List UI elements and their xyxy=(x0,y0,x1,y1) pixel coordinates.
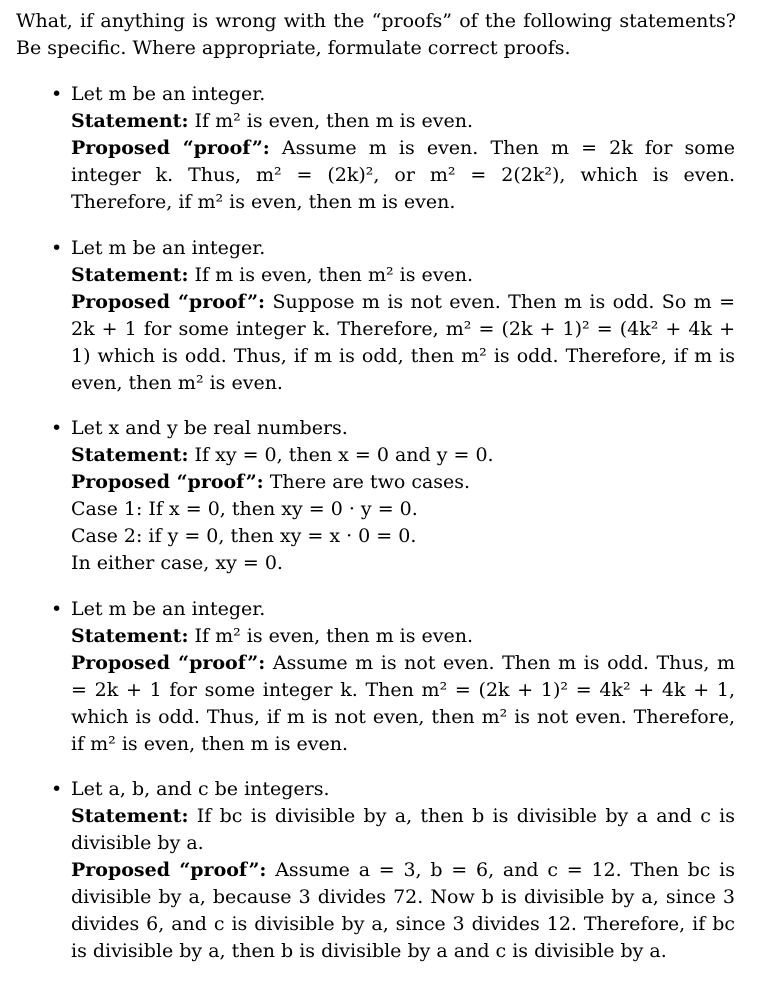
bullet-icon: • xyxy=(51,83,63,105)
statement-label: Statement: xyxy=(71,805,189,827)
proof-line xyxy=(71,857,735,965)
premise: Let m be an integer. xyxy=(71,598,266,620)
proof-label: Proposed “proof”: xyxy=(71,471,264,493)
exercise-item xyxy=(51,596,736,758)
statement-text: If bc is divisible by a, then b is divisible by a and c is divisible by a. xyxy=(71,805,735,854)
case-line: Case 2: if y = 0, then xy = x · 0 = 0. xyxy=(71,525,417,547)
exercise-item xyxy=(51,81,735,216)
statement-line xyxy=(71,108,735,135)
exercise-item xyxy=(51,235,736,397)
bullet-icon: • xyxy=(51,237,63,259)
proof-line xyxy=(71,289,735,397)
proof-label: Proposed “proof”: xyxy=(71,291,266,313)
proof-text: Assume m is even. Then m = 2k for some integer k. Thus, m² = (2k)², or m² = 2(2k²), which is even. Therefore, if m² is even, then m is even. xyxy=(71,137,735,213)
statement-line xyxy=(71,442,735,469)
case-line: In either case, xy = 0. xyxy=(71,552,283,574)
statement-text: If m² is even, then m is even. xyxy=(194,110,473,132)
proof-line xyxy=(71,135,735,216)
statement-label: Statement: xyxy=(71,264,189,286)
exercise-item xyxy=(51,776,735,965)
statement-line xyxy=(71,623,735,650)
proof-text: Assume m is not even. Then m is odd. Thus, m = 2k + 1 for some integer k. Then m² = (2k + 1)² = 4k² + 4k + 1, which is odd. Thus, if m is not even, then m² is not even. Therefore, if m² is even, then m is even. xyxy=(71,652,736,755)
proof-line xyxy=(71,650,735,758)
statement-text: If xy = 0, then x = 0 and y = 0. xyxy=(194,444,494,466)
exercise-item xyxy=(51,415,735,577)
proof-line xyxy=(71,469,735,496)
proof-text: Assume a = 3, b = 6, and c = 12. Then bc is divisible by a, because 3 divides 72. Now b is divisible by a, since 3 divides 6, and c is divisible by a, since 3 divides 12. Therefore, if bc is divisible by a, then b is divisible by a and c is divisible by a. xyxy=(71,859,735,962)
statement-line xyxy=(71,803,735,857)
proof-text: Suppose m is not even. Then m is odd. So m = 2k + 1 for some integer k. Therefore, m² = (2k + 1)² = (4k² + 4k + 1) which is odd. Thus, if m is odd, then m² is odd. Therefore, if m is even, then m² is even. xyxy=(71,291,736,394)
bullet-icon: • xyxy=(51,778,63,800)
statement-label: Statement: xyxy=(71,444,189,466)
proof-label: Proposed “proof”: xyxy=(71,652,266,674)
bullet-icon: • xyxy=(51,417,63,439)
intro-paragraph: What, if anything is wrong with the “proofs” of the following statements? Be specific. Where appropriate, formulate correct proofs. xyxy=(16,10,736,59)
premise: Let m be an integer. xyxy=(71,83,266,105)
premise: Let a, b, and c be integers. xyxy=(71,778,330,800)
statement-text: If m is even, then m² is even. xyxy=(194,264,473,286)
premise: Let x and y be real numbers. xyxy=(71,417,348,439)
statement-text: If m² is even, then m is even. xyxy=(194,625,473,647)
statement-line xyxy=(71,262,735,289)
proof-label: Proposed “proof”: xyxy=(71,137,270,159)
proof-text: There are two cases. xyxy=(269,471,471,493)
premise: Let m be an integer. xyxy=(71,237,266,259)
bullet-icon: • xyxy=(51,598,63,620)
statement-label: Statement: xyxy=(71,625,189,647)
proof-label: Proposed “proof”: xyxy=(71,859,267,881)
case-line: Case 1: If x = 0, then xy = 0 · y = 0. xyxy=(71,498,418,520)
statement-label: Statement: xyxy=(71,110,189,132)
